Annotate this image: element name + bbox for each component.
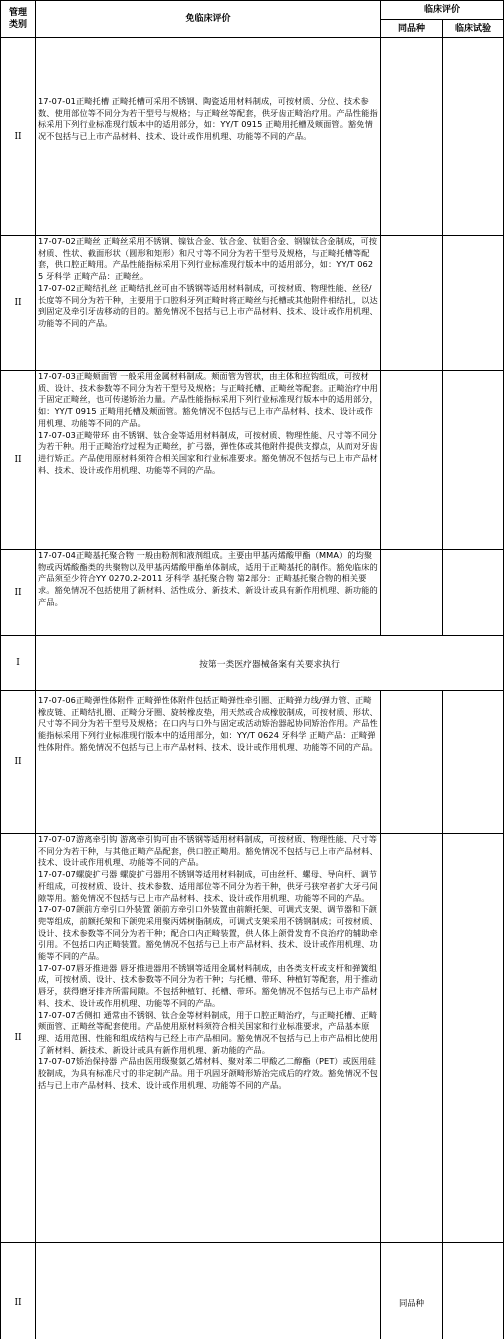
category-cell: II — [1, 371, 36, 550]
filing-requirement-cell: 按第一类医疗器械备案有关要求执行 — [36, 636, 504, 691]
same-variety-cell — [381, 38, 443, 236]
table-row — [1, 371, 504, 550]
same-variety-cell — [381, 236, 443, 371]
table-row — [1, 691, 504, 834]
clinical-trial-cell — [443, 236, 504, 371]
description-cell — [36, 550, 381, 636]
table-row — [1, 636, 504, 691]
category-header: 管理 类别 — [1, 1, 36, 38]
description-text: 17-07-06正畸弹性体附件 正畸弹性体附件包括正畸弹性牵引圈、正畸弹力线/弹力管、正畸橡皮链、正畸结扎圈、正畸分牙圈、旋转橡皮垫，用天然或合成橡胶制成，可按材质、形状、尺寸等不同分为若干型号及规格；在口内与口外与固定或活动矫治器起协同矫治作用。产品性能指标采用下列行业标准现行版本中的适用部分，如：YY/T 0624 牙科学 正畸产品：正畸弹性体附件。豁免情况不包括与已上市产品材料、技术、设计或作用机理、功能等不同的产品。 — [38, 695, 378, 752]
same-variety-cell: 同品种 — [381, 1243, 443, 1339]
category-cell: I — [1, 636, 36, 691]
same-variety-cell — [381, 550, 443, 636]
same-variety-header: 同品种 — [381, 20, 443, 38]
category-cell: II — [1, 834, 36, 1243]
description-cell — [36, 371, 381, 550]
table-row — [1, 236, 504, 371]
clinical-trial-header: 临床试验 — [443, 20, 504, 38]
clinical-trial-cell — [443, 550, 504, 636]
category-cell: II — [1, 38, 36, 236]
clinical-trial-cell — [443, 1243, 504, 1339]
category-cell: II — [1, 236, 36, 371]
exempt-header: 免临床评价 — [36, 1, 381, 38]
clinical-trial-cell — [443, 38, 504, 236]
description-cell — [36, 834, 381, 1243]
description-text: 17-07-04正畸基托聚合物 一般由粉剂和液剂组成。主要由甲基丙烯酸甲酯（MMA）的均聚物或丙烯酸酯类的共聚物以及甲基丙烯酸甲酯单体制成，适用于正畸基托的制作。豁免临床的产品须至少符合YY 0270.2-2011 牙科学 基托聚合物 第2部分：正畸基托聚合物的相关要求。豁免情况不包括使用了新材料、活性成分、新技术、新设计或具有新作用机理、新功能的产品。 — [38, 550, 378, 607]
description-cell — [36, 1243, 381, 1339]
table-row — [1, 1243, 504, 1339]
description-text: 17-07-07游离牵引钩 游离牵引钩可由不锈钢等适用材料制成，可按材质、物理性能、尺寸等不同分为若干种，与其他正畸产品配套，供口腔正畸用。豁免情况不包括与已上市产品材料、技术、设计或作用机理、功能等不同的产品。 17-07-07螺旋扩弓器 螺旋扩弓器用不锈钢等适用材料制成，可由丝杆、螺母、导向杆、调节杆组成，可按材质、设计、技术参数、适用部位等不同分为若干种，供牙弓狭窄者扩大牙弓间隙等用。豁免情况不包括与已上市产品材料、技术、设计或作用机理、功能等不同的产品。 17-07-07颌前方牵引口外装置 颌前方牵引口外装置由前额托架、可调式支架、调节器和下颌兜等组成，前额托架和下颌兜采用聚丙烯树脂制成，可调式支架采用不锈钢制成；可按材质、设计、技术参数等不同分为若干种；配合口内正畸装置，供人体上颌骨发育不良治疗的辅助牵引用。不包括口内正畸装置。豁免情况不包括与已上市产品材料、技术、设计或作用机理、功能等不同的产品。 17-07-07唇牙推进器 唇牙推进器用不锈钢等适用金属材料制成，由各类支杆或支杆和弹簧组成，可按材质、设计、技术参数等不同分为若干种；与托槽、带环、种植钉等配套，用于推动唇牙，获得磨牙排齐所需间隙。不包括种植钉、托槽、带环。豁免情况不包括与已上市产品材料、技术、设计或作用机理、功能等不同的产品。 17-07-07舌侧扣 通常由不锈钢、钛合金等材料制成，用于口腔正畸治疗，与正畸托槽、正畸颊面管、正畸丝等配套使用。产品使用原材料须符合相关国家和行业标准要求，产品基本原理、适用范围、性能和组成结构与已经上市产品相同。豁免情况不包括与已上市产品相比使用了新材料、新技术、新设计或具有新作用机理、新功能的产品。 17-07-07矫治保持器 产品由医用级聚氨乙烯材料、聚对苯二甲酸乙二醇酯（PET）或医用硅胶制成，为具有标准尺寸的非定制产品。用于巩固牙颌畸形矫治完成后的疗效。豁免情况不包括与已上市产品材料、技术、设计或作用机理、功能等不同的产品。 — [38, 834, 378, 1090]
same-variety-cell — [381, 691, 443, 834]
description-text: 17-07-02正畸丝 正畸丝采用不锈钢、镍钛合金、钛合金、钛钼合金、钢镍钛合金制成，可按材质、性状、截面形状（圆形和矩形）和尺寸等不同分为若干型号及规格，与正畸托槽等配套，供口腔正畸用。产品性能指标采用下列行业标准现行版本中的适用部分，如：YY/T 0625 牙科学 正畸产品：正畸丝。 17-07-02正畸结扎丝 正畸结扎丝可由不锈钢等适用材料制成，可按材质、物理性能、丝径/长度等不同分为若干种，主要用于口腔科牙列正畸时将正畸丝与托槽或其他附件相结扎，以达到固定及牵引牙齿移动的目的。豁免情况不包括与已上市产品材料、技术、设计或作用机理、功能等不同的产品。 — [38, 236, 378, 328]
table-row — [1, 550, 504, 636]
table-row — [1, 38, 504, 236]
clinical-trial-cell — [443, 834, 504, 1243]
same-variety-cell — [381, 371, 443, 550]
description-text: 17-07-01正畸托槽 正畸托槽可采用不锈钢、陶瓷适用材料制成，可按材质、分位、技术参数、使用部位等不同分为若干型号与规格；与正畸丝等配套，供牙齿正畸治疗用。产品性能指标采用下列行业标准现行版本中的适用部分，如：YY/T 0915 正畸用托槽及颊面管。豁免情况不包括与已上市产品材料、技术、设计或作用机理、功能等不同的产品。 — [38, 96, 378, 142]
description-cell — [36, 38, 381, 236]
clinical-trial-cell — [443, 371, 504, 550]
clinical-header: 临床评价 — [381, 1, 504, 20]
same-variety-cell — [381, 834, 443, 1243]
description-cell — [36, 236, 381, 371]
clinical-trial-cell — [443, 691, 504, 834]
description-cell — [36, 691, 381, 834]
category-cell: II — [1, 550, 36, 636]
description-text: 17-07-03正畸颊面管 一般采用金属材料制成。颊面管为管状，由主体和拉钩组成，可按材质、设计、技术参数等不同分为若干型号及规格；与正畸托槽、正畸丝等配套。正畸治疗中用于固定正畸丝，也可传递矫治力量。产品性能指标采用下列行业标准现行版本中的适用部分，如：YY/T 0915 正畸用托槽及颊面管。豁免情况不包括与已上市产品材料、技术、设计或作用机理、功能等不同的产品。 17-07-03正畸带环 由不锈钢、钛合金等适用材料制成，可按材质、物理性能、尺寸等不同分为若干种。用于正畸治疗过程为正畸丝，扩弓器，弹性体或其他附件提供支撑点，从而对牙齿进行矫正。产品使用原材料须符合相关国家和行业标准要求。豁免情况不包括与已上市产品材料、技术、设计或作用机理、功能等不同的产品。 — [38, 371, 378, 475]
category-cell: II — [1, 691, 36, 834]
category-cell: II — [1, 1243, 36, 1339]
table-row — [1, 834, 504, 1243]
